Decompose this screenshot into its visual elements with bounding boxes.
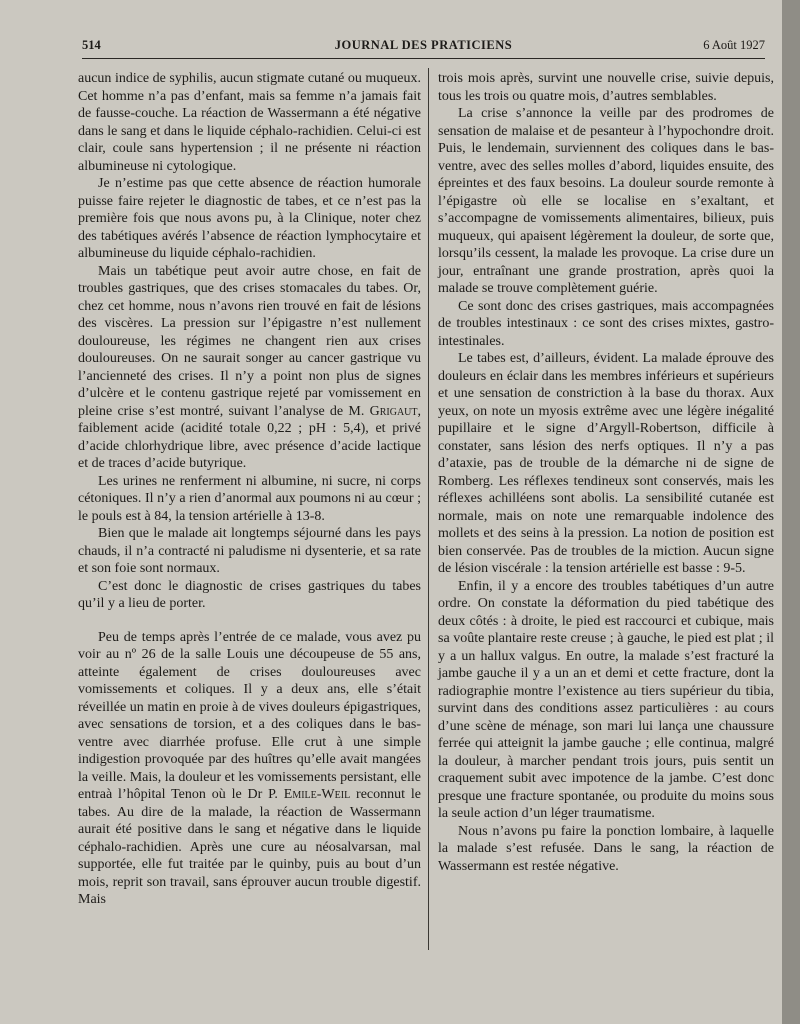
paragraph: Le tabes est, d’ailleurs, évident. La malade éprouve des douleurs en éclair dans les membres inférieurs et supérieurs et une sensation de constriction à la base du thorax. Aux yeux, on note un myosis extrême avec une légère inégalité pupillaire et le signe d’Argyll-Robertson, difficile à constater, sans lésion des nerfs optiques. Il n’y a pas d’ataxie, pas de trouble de la démarche ni de signe de Romberg. Les réflexes tendineux sont conservés, mais les réflexes achilléens sont abolis. La sensibilité cutanée est normale, mais on note une remarquable indolence des mollets et des seins à la pression. La notion de position est bien conservée. Pas de troubles de la miction. Aucun signe de lésion viscérale : la tension artérielle est basse : 9-5. — [438, 351, 774, 576]
paragraph: Nous n’avons pu faire la ponction lombaire, à laquelle la malade s’est refusée. Dans le sang, la réaction de Wassermann est restée négative. — [438, 823, 774, 874]
author-name: Emile-Weil — [283, 787, 351, 802]
paragraph: La crise s’annonce la veille par des prodromes de sensation de malaise et de pesanteur à l’hypochondre droit. Puis, le lendemain, surviennent des coliques dans le bas-ventre, avec des selles molles d’abord, liquides ensuite, des épreintes et des faux besoins. La douleur sourde remonte à l’épigastre où elle se localise en s’exaltant, et s’accompagne de vomissements alimentaires, bilieux, puis muqueux, qui apaisent légèrement la douleur, de sorte que, lorsqu’ils cessent, la malade les provoque. La crise dure un jour, entraînant une grande prostration, après quoi la malade se trouve complètement guérie. — [438, 106, 774, 296]
paragraph-text: reconnut le tabes. Au dire de la malade, la réaction de Wassermann aurait été positive dans le sang et négative dans le liquide céphalo-rachidien. Après une cure au néosalvarsan, mal supportée, elle fut traitée par le quinby, puis au bout d’un mois, reprit son travail, sans éprouver aucun trouble digestif. Mais — [78, 787, 421, 907]
paragraph — [78, 263, 421, 473]
paragraph-text: Mais un tabétique peut avoir autre chose, en fait de troubles gastriques, que des crises stomacales du tabes. Or, chez cet homme, nous n’avons rien trouvé en fait de lésions des viscères. La pression sur l’épigastre n’est nullement douloureuse, les régimes ne changent rien aux crises douloureuses. On ne saurait songer au cancer gastrique vu l’ancienneté des crises. Il n’y a point non plus de signes d’ulcère et le contenu gastrique rejeté par vomissement en pleine crise s’est montré, suivant l’analyse de M. — [78, 263, 421, 419]
page-header — [82, 38, 765, 56]
page-edge — [782, 0, 800, 1024]
paragraph: Ce sont donc des crises gastriques, mais accompagnées de troubles intestinaux : ce sont des crises mixtes, gastro-intestinales. — [438, 298, 774, 349]
paragraph-text: , faiblement acide (acidité totale 0,22 ; pH : 5,4), et privé d’acide chlorhydrique libre, avec présence d’acide lactique et de traces d’acide butyrique. — [78, 403, 421, 471]
paragraph: Enfin, il y a encore des troubles tabétiques d’un autre ordre. On constate la déformation du pied tabétique des deux côtés : à droite, le pied est raccourci et cubique, mais sa voûte plantaire reste creuse ; à gauche, le pied est plat ; il y a un hallux valgus. En outre, la malade s’est fracturé la jambe gauche il y a un an et demi et cette fracture, dont la radiographie montre l’existence au tiers supérieur du tibia, survint dans des conditions assez particulières : au cours d’une scène de ménage, son mari lui lança une chaussure ferrée qui atteignit la jambe gauche ; elle continua, malgré la douleur, à marcher pendant trois jours, puis sentit un craquement subit avec impotence de la jambe. C’est donc presque une fracture spontanée, ou produite du moins sous la seule action d’un léger traumatisme. — [438, 578, 774, 821]
right-column — [438, 70, 774, 875]
paragraph: C’est donc le diagnostic de crises gastriques du tabes qu’il y a lieu de porter. — [78, 578, 421, 611]
paragraph: Bien que le malade ait longtemps séjourné dans les pays chauds, il n’a contracté ni paludisme ni dysenterie, et sa rate et son foie sont normaux. — [78, 526, 421, 576]
paragraph: Les urines ne renferment ni albumine, ni sucre, ni corps cétoniques. Il n’y a rien d’anormal aux poumons ni au cœur ; le pouls est à 84, la tension artérielle à 13-8. — [78, 473, 421, 524]
column-separator — [428, 68, 429, 950]
header-rule — [82, 58, 765, 59]
left-column — [78, 70, 421, 909]
paragraph: aucun indice de syphilis, aucun stigmate cutané ou muqueux. Cet homme n’a pas d’enfant, mais sa femme n’a jamais fait de fausse-couche. La réaction de Wassermann a été négative dans le sang et dans le liquide céphalo-rachidien. Celui-ci est clair, coule sans hypertension ; il ne présente ni réaction albumineuse ni cytologique. — [78, 71, 421, 174]
author-name: Grigaut — [369, 403, 418, 419]
page-number: 514 — [82, 38, 101, 52]
journal-title: JOURNAL DES PRATICIENS — [334, 38, 513, 52]
paragraph-text: Peu de temps après l’entrée de ce malade, vous avez pu voir au nº 26 de la salle Louis une découpeuse de 55 ans, atteinte également de crises douloureuses avec vomissements et coliques. Il y a deux ans, elle s’était réveillée un matin en proie à de vives douleurs épigastriques, avec sensations de torsion, et a des coliques dans le bas-ventre avec diarrhée profuse. Elle crut à une simple indigestion provoquée par des huîtres qu’elle avait mangées la veille. Mais, la douleur et les vomissements persistant, elle entraà l’hôpital Tenon où le Dr P. — [78, 629, 421, 802]
paragraph — [78, 629, 421, 909]
paragraph: trois mois après, survint une nouvelle crise, suivie depuis, tous les trois ou quatre mois, d’autres semblables. — [438, 71, 774, 104]
section-gap — [78, 613, 421, 629]
paragraph: Je n’estime pas que cette absence de réaction humorale puisse faire rejeter le diagnostic de tabes, et ce n’est pas la première fois que nous avons pu, à la Clinique, noter chez des tabétiques avérés l’absence de réaction lymphocytaire et albumineuse du liquide céphalo-rachidien. — [78, 176, 421, 261]
issue-date: 6 Août 1927 — [703, 38, 765, 52]
